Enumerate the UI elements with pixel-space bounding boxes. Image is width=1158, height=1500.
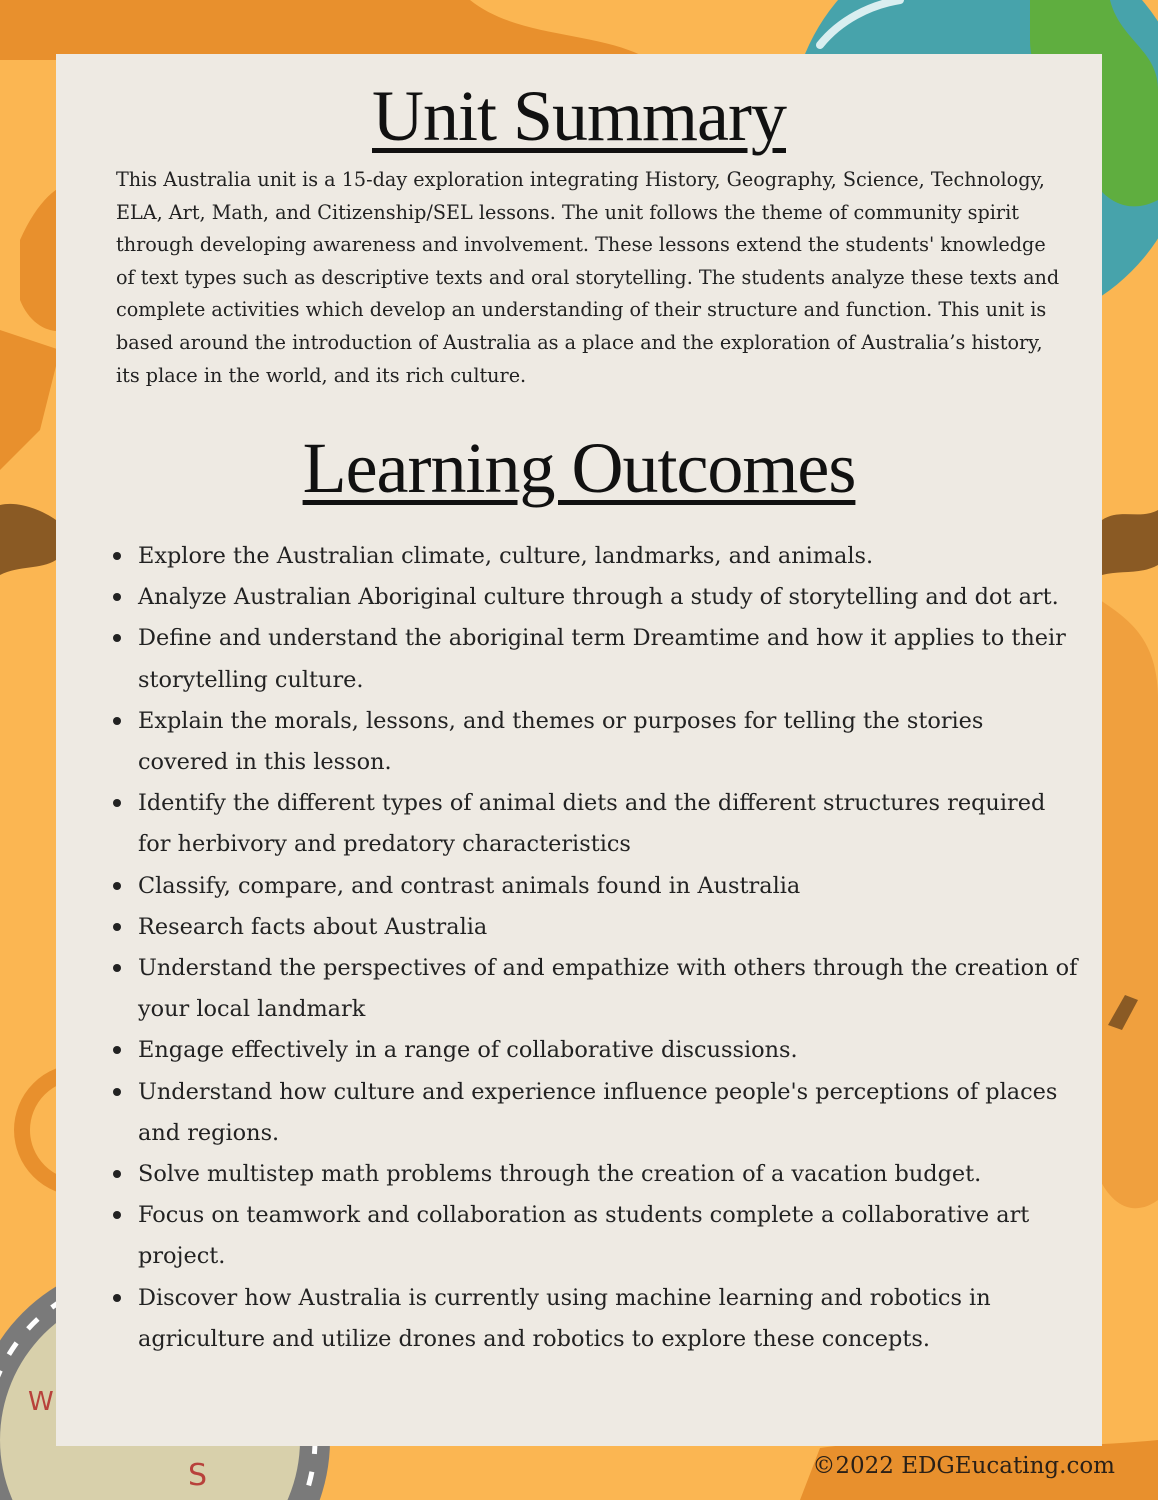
bullet-icon <box>113 964 121 972</box>
unit-summary-title: Unit Summary <box>372 76 786 156</box>
brown-splat-right <box>1102 510 1158 575</box>
learning-outcomes-list <box>100 536 1080 1360</box>
list-item <box>100 1030 1080 1071</box>
outcome-text: Understand how culture and experience influence people's perceptions of places and regions. <box>138 1078 1058 1146</box>
bullet-icon <box>113 634 121 642</box>
outcome-text: Research facts about Australia <box>138 913 488 940</box>
list-item <box>100 1278 1080 1360</box>
list-item <box>100 907 1080 948</box>
outcome-text: Focus on teamwork and collaboration as students complete a collaborative art project. <box>138 1202 1030 1270</box>
bullet-icon <box>113 1294 121 1302</box>
compass-letter-s: S <box>188 1458 208 1493</box>
bullet-icon <box>113 552 121 560</box>
list-item <box>100 701 1080 783</box>
list-item <box>100 866 1080 907</box>
outcome-text: Classify, compare, and contrast animals found in Australia <box>138 872 801 899</box>
list-item <box>100 618 1080 700</box>
unit-summary-text: This Australia unit is a 15-day exploration integrating History, Geography, Science, Technology, ELA, Art, Math, and Citizenship/SEL lessons. The unit follows the theme of community spirit through developing awareness and involvement. These lessons extend the students' knowledge of text types such as descriptive texts and oral storytelling. The students analyze these texts and complete activities which develop an understanding of their structure and function. This unit is based around the introduction of Australia as a place and the exploration of Australia’s history, its place in the world, and its rich culture. <box>116 168 1060 387</box>
orange-shape-right <box>1100 600 1158 1208</box>
bullet-icon <box>113 1088 121 1096</box>
list-item <box>100 1154 1080 1195</box>
learning-outcomes-title: Learning Outcomes <box>302 428 856 508</box>
bullet-icon <box>113 799 121 807</box>
compass-letter-w: W <box>28 1387 54 1417</box>
outcome-text: Solve multistep math problems through the creation of a vacation budget. <box>138 1161 982 1188</box>
list-item <box>100 1072 1080 1154</box>
outcome-text: Analyze Australian Aboriginal culture through a study of storytelling and dot art. <box>138 584 1059 611</box>
bullet-icon <box>113 1170 121 1178</box>
outcome-text: Explain the morals, lessons, and themes or purposes for telling the stories covered in this lesson. <box>138 707 984 776</box>
content-panel <box>56 54 1102 1446</box>
outcome-text: Identify the different types of animal diets and the different structures required for herbivory and predatory characteristics <box>138 790 1046 858</box>
outcome-text: Explore the Australian climate, culture, landmarks, and animals. <box>138 543 874 569</box>
outcome-text: Discover how Australia is currently using machine learning and robotics in agriculture and utilize drones and robotics to explore these concepts. <box>138 1284 991 1352</box>
bullet-icon <box>113 717 121 725</box>
copyright-notice: ©2022 EDGEucating.com <box>812 1453 1115 1479</box>
bullet-icon <box>113 1211 121 1219</box>
outcome-text: Define and understand the aboriginal term Dreamtime and how it applies to their storytelling culture. <box>138 625 1066 693</box>
bullet-icon <box>113 923 121 931</box>
list-item <box>100 948 1080 1030</box>
list-item <box>100 577 1080 618</box>
outcome-text: Understand the perspectives of and empathize with others through the creation of your local landmark <box>138 955 1078 1023</box>
list-item <box>100 536 1080 577</box>
bullet-icon <box>113 593 121 601</box>
list-item <box>100 783 1080 865</box>
list-item <box>100 1195 1080 1277</box>
bullet-icon <box>113 882 121 890</box>
bullet-icon <box>113 1046 121 1054</box>
outcome-text: Engage effectively in a range of collaborative discussions. <box>138 1037 798 1064</box>
